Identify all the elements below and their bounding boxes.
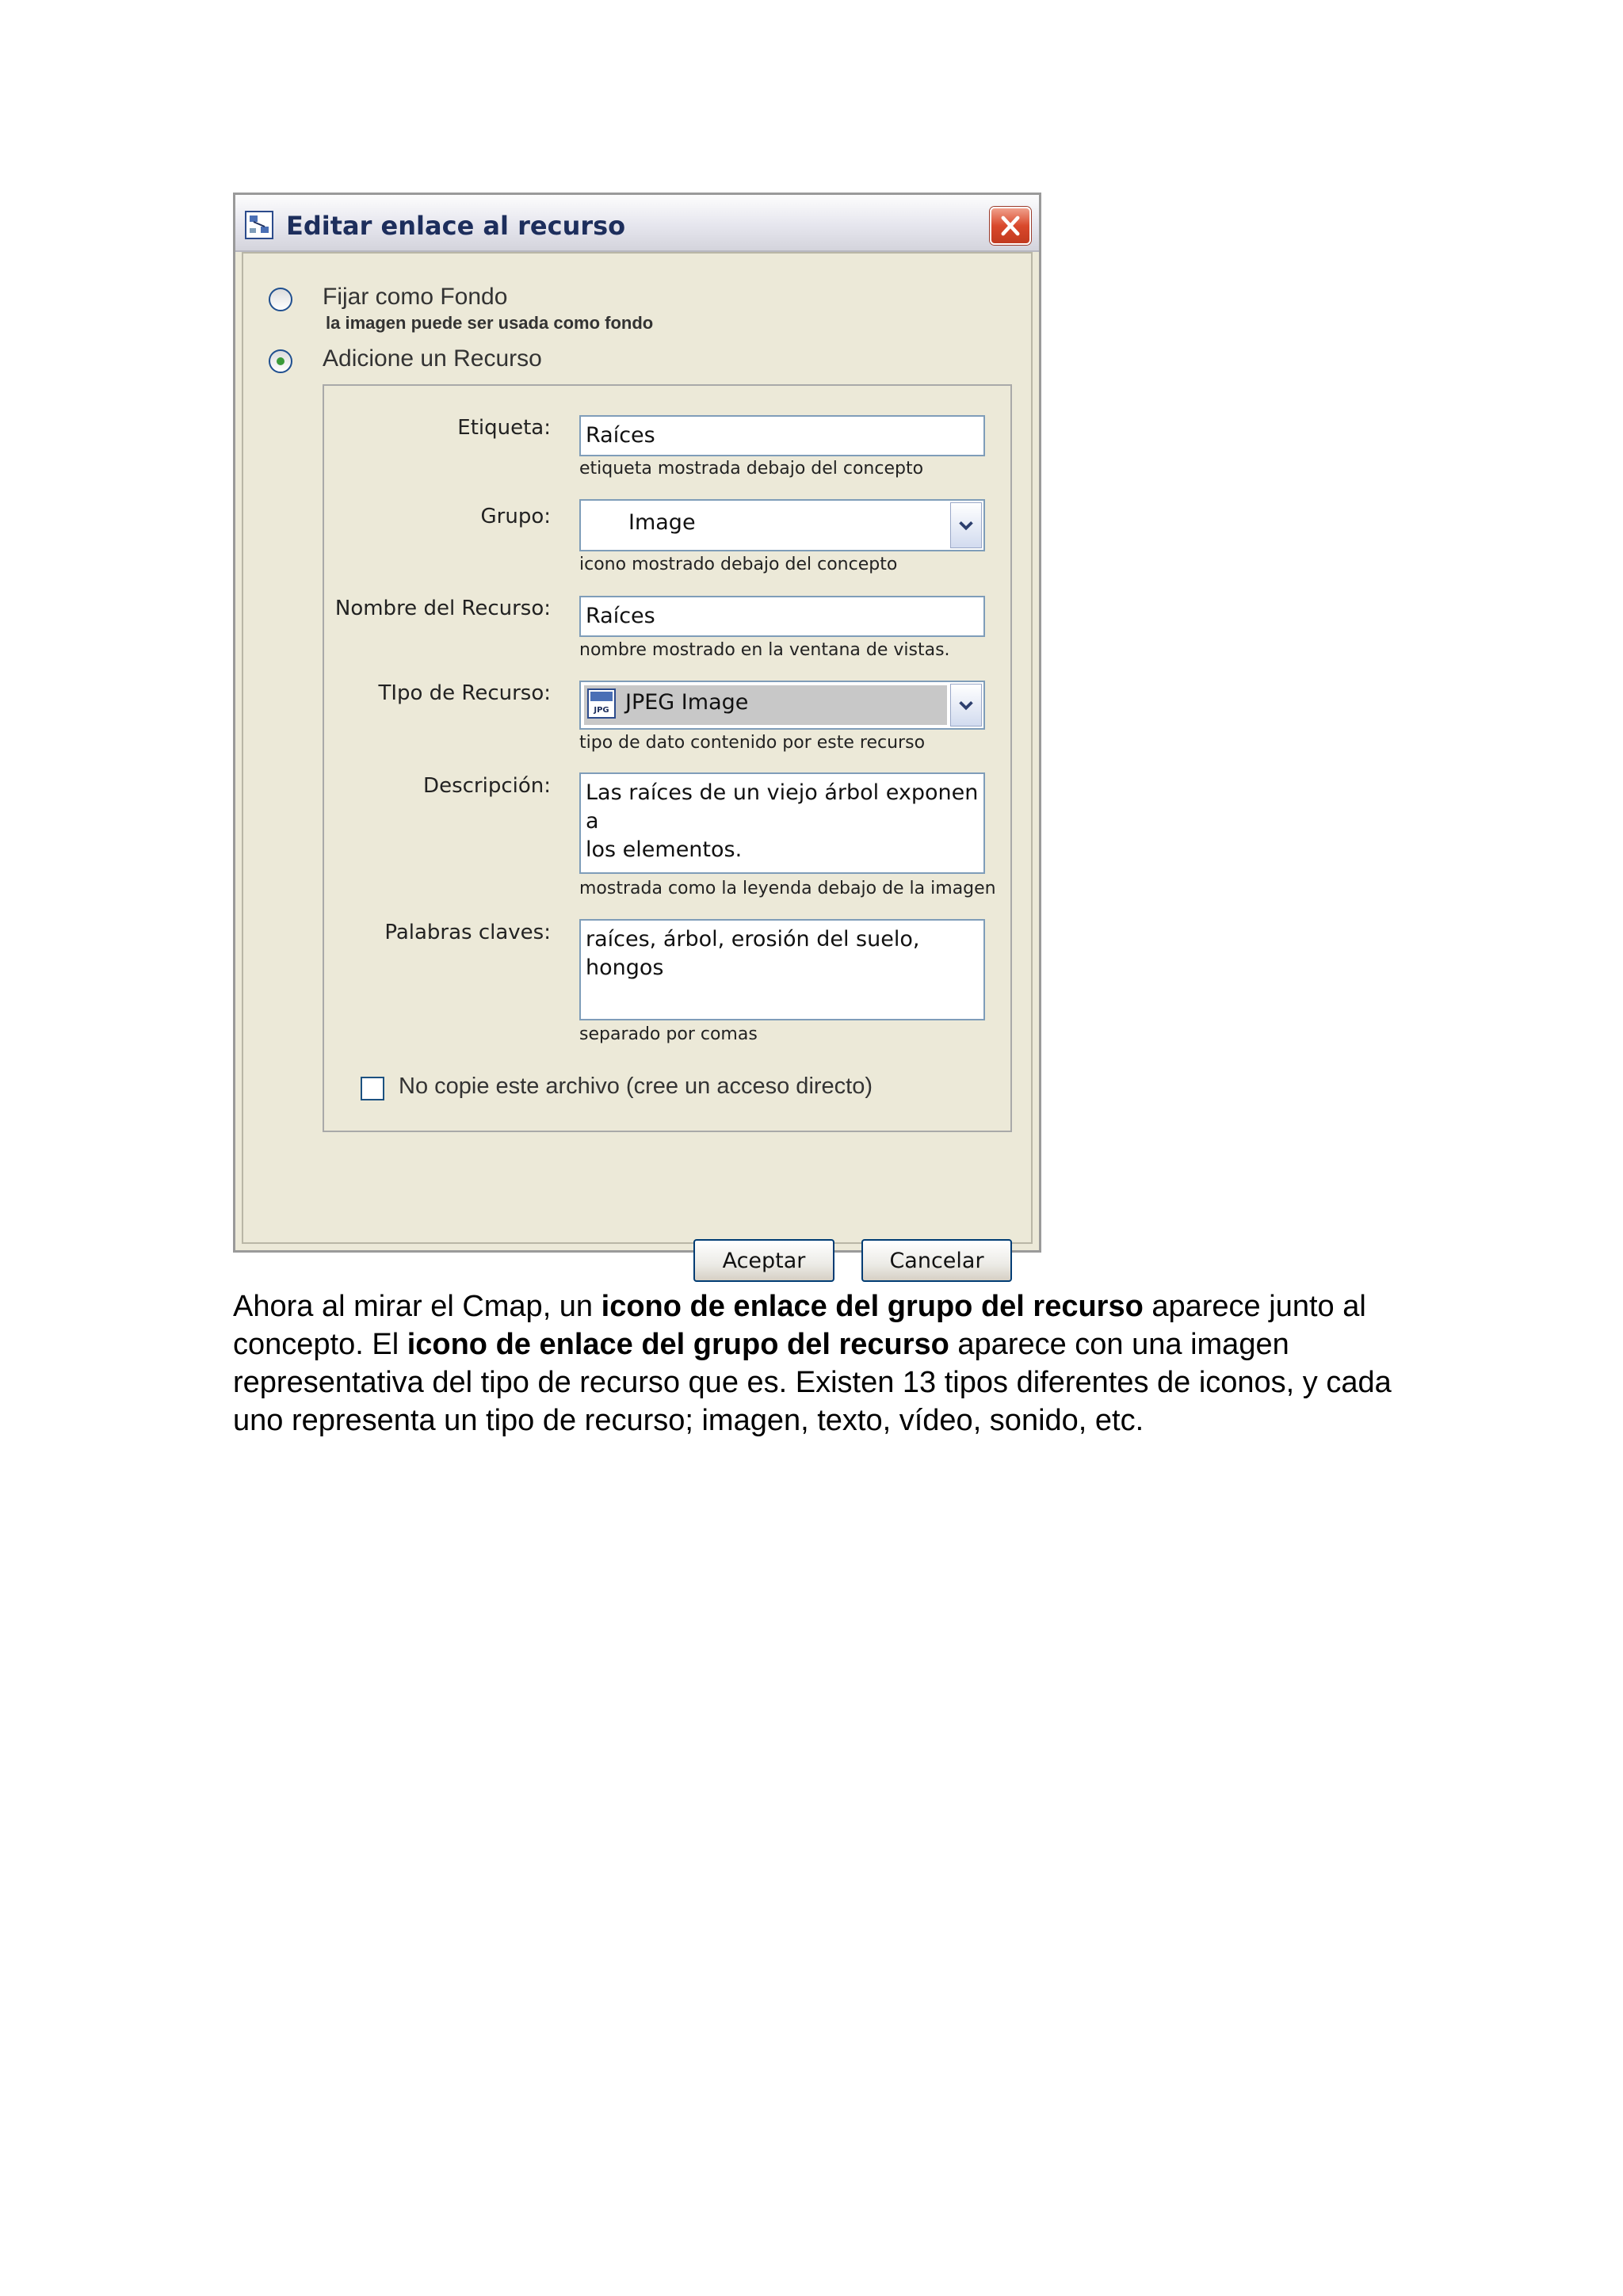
- descripcion-line-2: los elementos.: [586, 837, 743, 862]
- close-button[interactable]: [990, 207, 1031, 245]
- chevron-down-icon: [951, 685, 981, 726]
- tipo-selected-value: JPEG Image: [625, 690, 749, 715]
- close-icon: [991, 208, 1029, 243]
- caption-bold-1: icono de enlace del grupo del recurso: [601, 1290, 1144, 1323]
- option-background-label: Fijar como Fondo: [323, 284, 508, 310]
- grupo-label: Grupo:: [480, 505, 551, 528]
- palabras-label: Palabras claves:: [384, 921, 551, 944]
- tipo-label: TIpo de Recurso:: [378, 681, 551, 705]
- descripcion-hint: mostrada como la leyenda debajo de la imagen: [579, 879, 996, 898]
- option-resource-label: Adicione un Recurso: [323, 345, 542, 372]
- etiqueta-hint: etiqueta mostrada debajo del concepto: [579, 459, 924, 479]
- edit-resource-link-dialog: [233, 193, 1041, 1273]
- descripcion-label: Descripción:: [423, 774, 551, 798]
- caption-text-1: Ahora al mirar el Cmap, un: [233, 1290, 601, 1323]
- grupo-dropdown-button[interactable]: [950, 502, 982, 548]
- tipo-dropdown-button[interactable]: [950, 684, 982, 727]
- jpeg-file-icon: [587, 688, 616, 719]
- resource-fields-panel: [323, 384, 1012, 1132]
- radio-set-background[interactable]: [269, 288, 292, 311]
- grupo-select[interactable]: [579, 499, 985, 551]
- title-bar[interactable]: [235, 195, 1039, 252]
- caption-paragraph: [233, 1287, 1406, 1440]
- tipo-select[interactable]: [579, 681, 985, 730]
- caption-text-2: aparece junto al concepto. El: [233, 1290, 1366, 1361]
- no-copy-label: No copie este archivo (cree un acceso directo): [399, 1074, 873, 1099]
- radio-add-resource[interactable]: [269, 349, 292, 373]
- descripcion-textarea[interactable]: [579, 772, 985, 874]
- grupo-hint: icono mostrado debajo del concepto: [579, 555, 898, 574]
- palabras-textarea[interactable]: raíces, árbol, erosión del suelo, hongos: [579, 919, 985, 1020]
- option-background-sublabel: la imagen puede ser usada como fondo: [326, 313, 654, 333]
- no-copy-checkbox[interactable]: [361, 1077, 384, 1100]
- caption-text-3: aparece con una imagen representativa del tipo de recurso que es. Existen 13 tipos diferentes de iconos, y cada uno representa un tipo de recurso; imagen, texto, vídeo, sonido, etc.: [233, 1328, 1392, 1437]
- svg-text:JPG: JPG: [594, 706, 609, 715]
- accept-button[interactable]: Aceptar: [693, 1239, 834, 1282]
- nombre-input[interactable]: Raíces: [579, 596, 985, 637]
- etiqueta-label: Etiqueta:: [457, 416, 551, 440]
- palabras-hint: separado por comas: [579, 1024, 758, 1044]
- cancel-button[interactable]: Cancelar: [861, 1239, 1012, 1282]
- resource-link-icon: [245, 211, 273, 239]
- dialog-body: [242, 252, 1033, 1273]
- grupo-selected-value: Image: [628, 510, 696, 535]
- etiqueta-input[interactable]: Raíces: [579, 415, 985, 456]
- nombre-label: Nombre del Recurso:: [334, 597, 551, 620]
- descripcion-line-1: Las raíces de un viejo árbol exponen a: [586, 780, 979, 833]
- nombre-hint: nombre mostrado en la ventana de vistas.: [579, 640, 950, 660]
- dialog-title: Editar enlace al recurso: [286, 211, 626, 241]
- chevron-down-icon: [951, 503, 981, 547]
- tipo-hint: tipo de dato contenido por este recurso: [579, 733, 926, 753]
- caption-bold-2: icono de enlace del grupo del recurso: [407, 1328, 949, 1361]
